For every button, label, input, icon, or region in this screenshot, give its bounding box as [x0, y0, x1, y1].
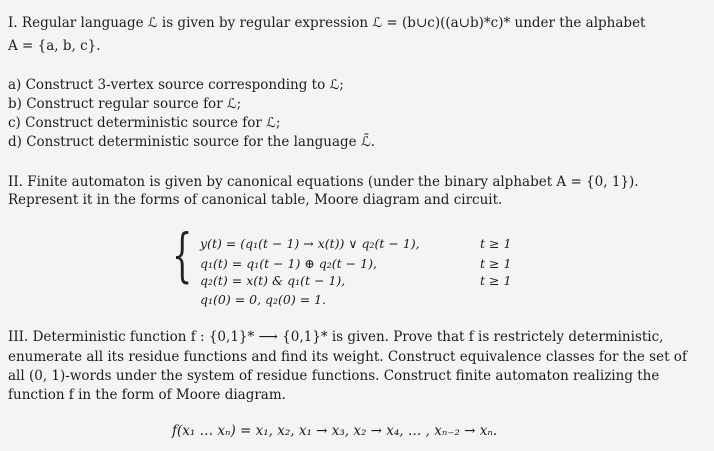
problem3-line-1: III. Deterministic function f : {0,1}* ⟶ {0,1}* is given. Prove that f is restrictely deterministic, [8, 329, 664, 345]
equation-y-condition: t ≥ 1 [480, 236, 512, 251]
equation-y: y(t) = (q₁(t − 1) → x(t)) ∨ q₂(t − 1), [200, 236, 420, 251]
problem2-intro-2: Represent it in the forms of canonical table, Moore diagram and circuit. [8, 192, 503, 208]
problem3-line-3: all (0, 1)-words under the system of residue functions. Construct finite automaton realizing the [8, 368, 660, 384]
equation-initial: q₁(0) = 0, q₂(0) = 1. [200, 292, 327, 307]
problem1-task-c: c) Construct deterministic source for ℒ; [8, 115, 281, 131]
problem1-task-b: b) Construct regular source for ℒ; [8, 96, 242, 112]
problem1-alphabet: A = {a, b, c}. [8, 38, 101, 54]
problem3-line-4: function f in the form of Moore diagram. [8, 387, 286, 403]
equation-q2-condition: t ≥ 1 [480, 273, 512, 288]
problem1-task-d: d) Construct deterministic source for the language ℒ̄. [8, 134, 375, 150]
equation-q2: q₂(t) = x(t) & q₁(t − 1), [200, 273, 346, 288]
problem3-formula: f(x₁ … xₙ) = x₁, x₂, x₁ → x₃, x₂ → x₄, … , xₙ₋₂ → xₙ. [172, 423, 498, 439]
problem2-intro: II. Finite automaton is given by canonical equations (under the binary alphabet A = {0, 1}). [8, 174, 639, 190]
equation-q1-condition: t ≥ 1 [480, 256, 512, 271]
equation-system-brace: { [172, 221, 193, 289]
problem1-intro: I. Regular language ℒ is given by regular expression ℒ = (b∪c)((a∪b)*c)* under the alphabet [8, 15, 646, 31]
equation-q1: q₁(t) = q₁(t − 1) ⊕ q₂(t − 1), [200, 256, 377, 271]
problem3-line-2: enumerate all its residue functions and find its weight. Construct equivalence classes for the set of [8, 349, 687, 365]
problem1-task-a: a) Construct 3-vertex source corresponding to ℒ; [8, 77, 344, 93]
